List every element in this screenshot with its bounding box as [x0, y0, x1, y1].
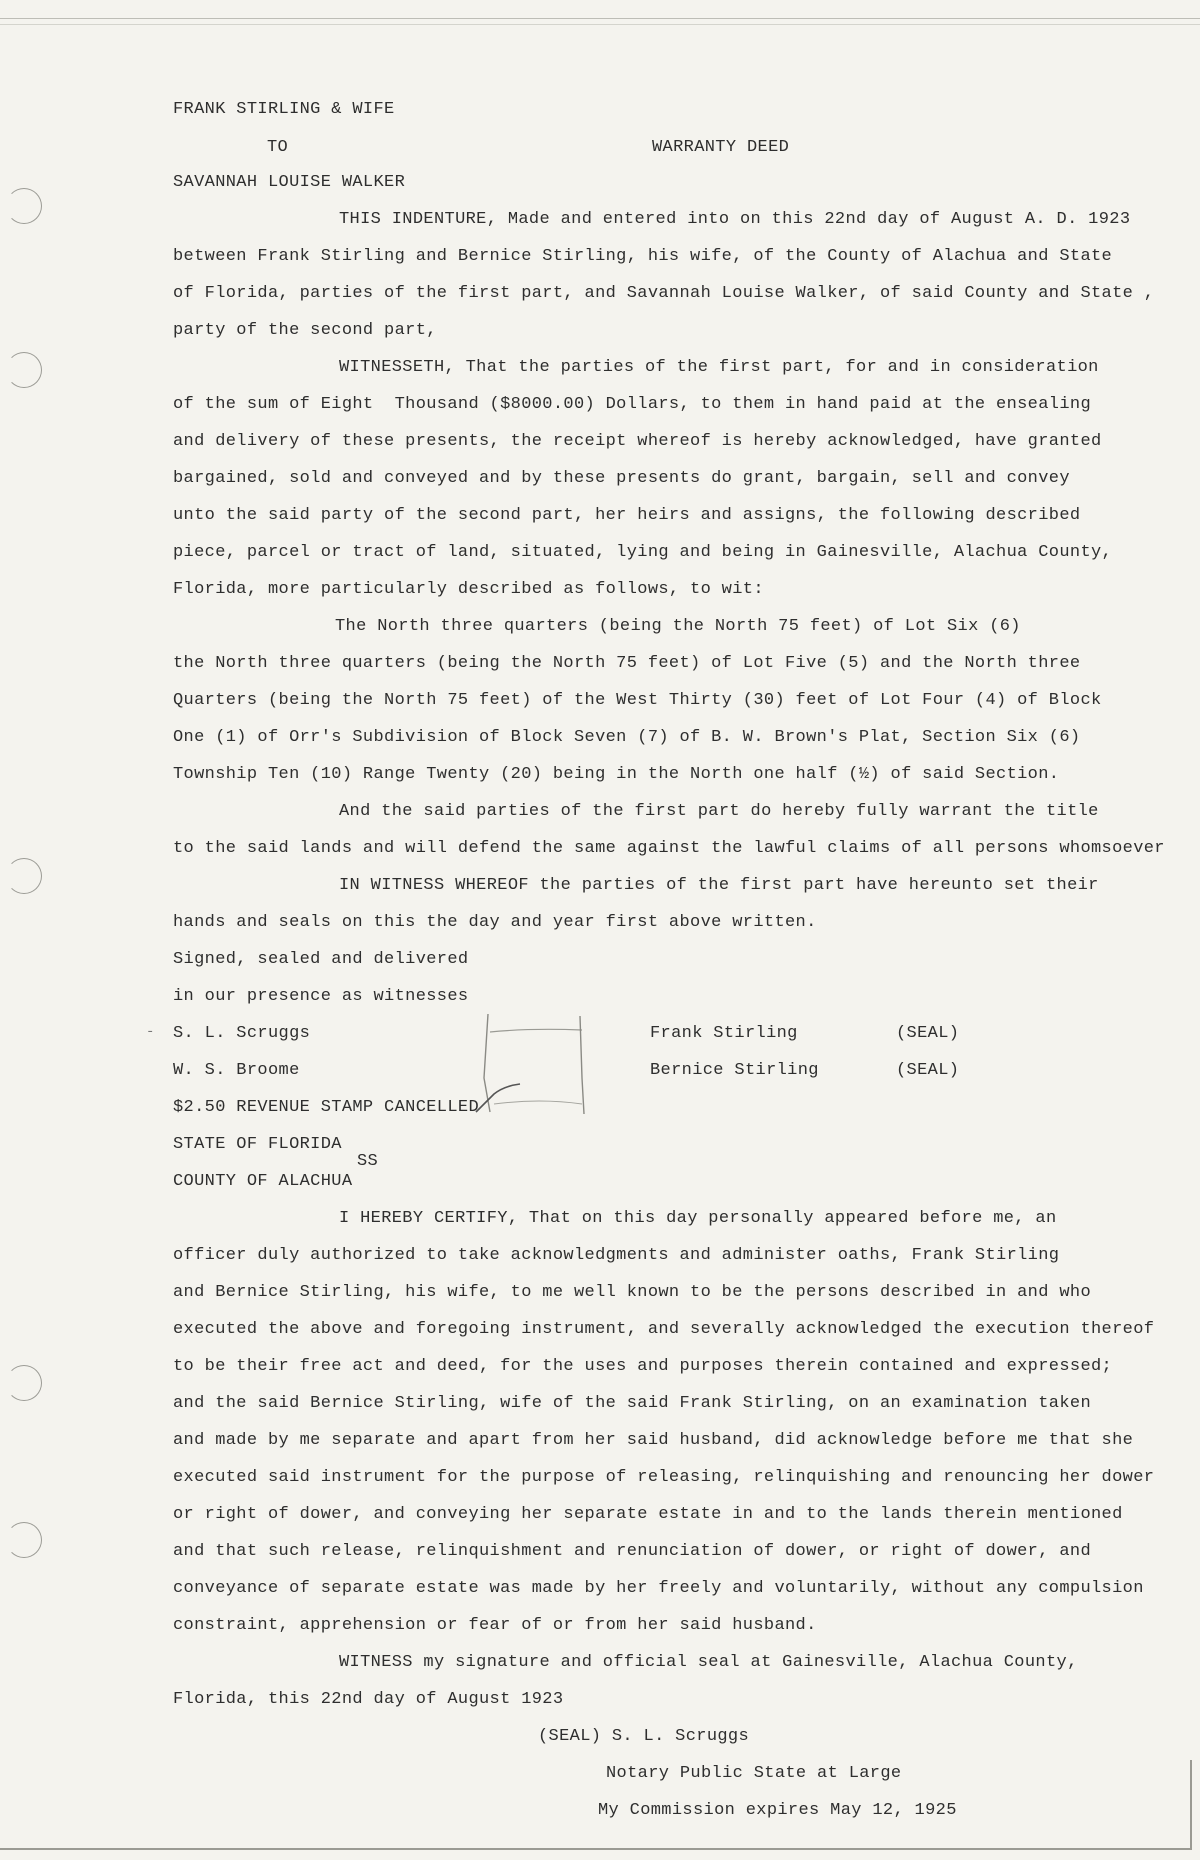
certificate-line: to be their free act and deed, for the uses and purposes therein contained and expressed;	[173, 1357, 1113, 1376]
to-heading: TO	[267, 138, 289, 157]
property-description-line: The North three quarters (being the North 75 feet) of Lot Six (6)	[335, 617, 1021, 636]
body-line: and delivery of these presents, the receipt whereof is hereby acknowledged, have granted	[173, 432, 1102, 451]
certificate-line: and made by me separate and apart from her said husband, did acknowledge before me that she	[173, 1431, 1134, 1450]
body-line: hands and seals on this the day and year first above written.	[173, 913, 817, 932]
body-line: in our presence as witnesses	[173, 987, 469, 1006]
seal-mark: (SEAL)	[896, 1024, 960, 1043]
body-line: And the said parties of the first part do hereby fully warrant the title	[339, 802, 1099, 821]
certificate-line: WITNESS my signature and official seal at Gainesville, Alachua County,	[339, 1653, 1078, 1672]
property-description-line: One (1) of Orr's Subdivision of Block Seven (7) of B. W. Brown's Plat, Section Six (6)	[173, 728, 1081, 747]
binder-hole-icon	[6, 1522, 42, 1558]
body-line: to the said lands and will defend the same against the lawful claims of all persons whomsoever	[173, 839, 1165, 858]
certificate-line: I HEREBY CERTIFY, That on this day personally appeared before me, an	[339, 1209, 1057, 1228]
signer-name: Bernice Stirling	[650, 1061, 819, 1080]
notary-title: Notary Public State at Large	[606, 1764, 902, 1783]
notary-seal-name: (SEAL) S. L. Scruggs	[538, 1727, 750, 1746]
document-type: WARRANTY DEED	[652, 138, 790, 157]
body-line: of the sum of Eight Thousand ($8000.00) Dollars, to them in hand paid at the ensealing	[173, 395, 1091, 414]
property-description-line: the North three quarters (being the North 75 feet) of Lot Five (5) and the North three	[173, 654, 1081, 673]
venue-county: COUNTY OF ALACHUA	[173, 1172, 353, 1191]
certificate-line: constraint, apprehension or fear of or from her said husband.	[173, 1616, 817, 1635]
body-line: between Frank Stirling and Bernice Stirling, his wife, of the County of Alachua and State	[173, 247, 1113, 266]
body-line: bargained, sold and conveyed and by these presents do grant, bargain, sell and convey	[173, 469, 1070, 488]
certificate-line: officer duly authorized to take acknowledgments and administer oaths, Frank Stirling	[173, 1246, 1060, 1265]
binder-hole-icon	[6, 1365, 42, 1401]
witness-name: S. L. Scruggs	[173, 1024, 311, 1043]
body-line: Signed, sealed and delivered	[173, 950, 469, 969]
body-line: piece, parcel or tract of land, situated, lying and being in Gainesville, Alachua County,	[173, 543, 1113, 562]
certificate-line: Florida, this 22nd day of August 1923	[173, 1690, 564, 1709]
revenue-stamp-note: $2.50 REVENUE STAMP CANCELLED	[173, 1098, 479, 1117]
certificate-line: and the said Bernice Stirling, wife of the said Frank Stirling, on an examination taken	[173, 1394, 1091, 1413]
certificate-line: executed the above and foregoing instrument, and severally acknowledged the execution thereof	[173, 1320, 1155, 1339]
certificate-line: conveyance of separate estate was made by her freely and voluntarily, without any compulsion	[173, 1579, 1144, 1598]
certificate-line: and Bernice Stirling, his wife, to me well known to be the persons described in and who	[173, 1283, 1091, 1302]
body-line: Florida, more particularly described as follows, to wit:	[173, 580, 764, 599]
top-rule	[0, 18, 1200, 19]
grantee-heading: SAVANNAH LOUISE WALKER	[173, 173, 406, 192]
body-line: IN WITNESS WHEREOF the parties of the first part have hereunto set their	[339, 876, 1099, 895]
binder-hole-icon	[6, 188, 42, 224]
revenue-stamp-outline-icon	[470, 1008, 590, 1118]
seal-mark: (SEAL)	[896, 1061, 960, 1080]
certificate-line: executed said instrument for the purpose of releasing, relinquishing and renouncing her dower	[173, 1468, 1155, 1487]
binder-hole-icon	[6, 858, 42, 894]
notary-commission: My Commission expires May 12, 1925	[598, 1801, 957, 1820]
margin-tick: -	[146, 1024, 155, 1040]
property-description-line: Quarters (being the North 75 feet) of the West Thirty (30) feet of Lot Four (4) of Block	[173, 691, 1102, 710]
certificate-line: or right of dower, and conveying her separate estate in and to the lands therein mentioned	[173, 1505, 1123, 1524]
venue-state: STATE OF FLORIDA	[173, 1135, 342, 1154]
body-line: of Florida, parties of the first part, and Savannah Louise Walker, of said County and State ,	[173, 284, 1155, 303]
grantor-heading: FRANK STIRLING & WIFE	[173, 100, 395, 119]
body-line: WITNESSETH, That the parties of the first part, for and in consideration	[339, 358, 1099, 377]
body-line: unto the said party of the second part, her heirs and assigns, the following described	[173, 506, 1081, 525]
witness-name: W. S. Broome	[173, 1061, 300, 1080]
body-line: THIS INDENTURE, Made and entered into on this 22nd day of August A. D. 1923	[339, 210, 1131, 229]
signer-name: Frank Stirling	[650, 1024, 798, 1043]
property-description-line: Township Ten (10) Range Twenty (20) being in the North one half (½) of said Section.	[173, 765, 1060, 784]
binder-hole-icon	[6, 352, 42, 388]
body-line: party of the second part,	[173, 321, 437, 340]
bottom-rule	[0, 1848, 1190, 1850]
top-rule-secondary	[0, 24, 1200, 25]
right-edge-rule	[1190, 1760, 1192, 1850]
venue-ss: SS	[357, 1152, 379, 1171]
certificate-line: and that such release, relinquishment and renunciation of dower, or right of dower, and	[173, 1542, 1091, 1561]
